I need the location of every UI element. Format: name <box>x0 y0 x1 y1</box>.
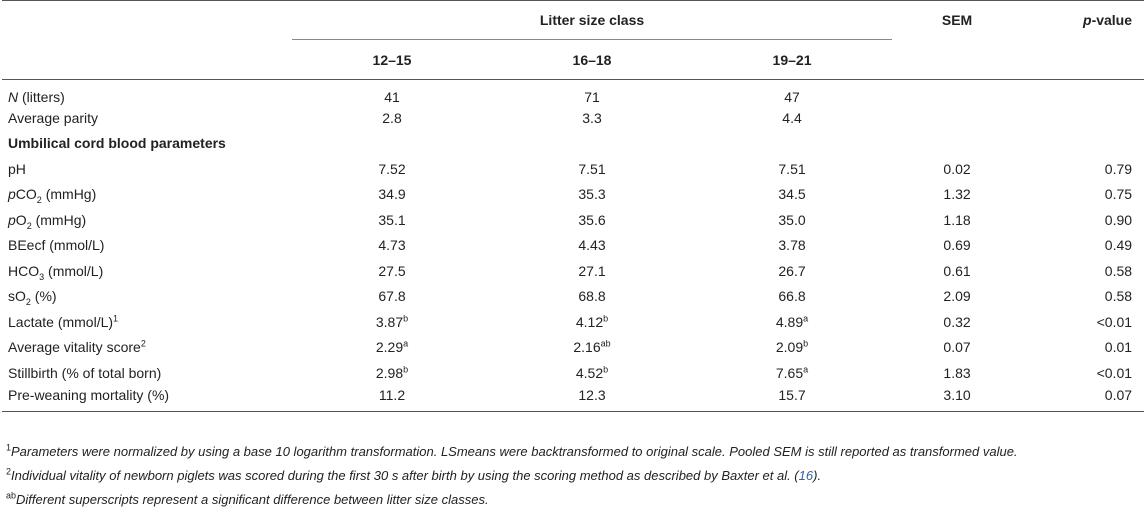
footnote-2: $^2$Individual vitality of newborn piglets was scored during the first 30 s after birth by using the scoring method as described by Baxter et al. (16). <box>6 466 822 483</box>
section-heading: Umbilical cord blood parameters <box>8 135 226 152</box>
header-col-19-21: 19–21 <box>692 40 892 80</box>
table-row-po2 <box>2 207 1144 233</box>
litter-size-table <box>2 0 1144 412</box>
cell-value: 2.09$^b$ <box>775 338 809 356</box>
cell-value: 3.78 <box>778 237 806 254</box>
row-label: Average parity <box>8 109 99 126</box>
cell-value: 3.87$^b$ <box>375 313 409 330</box>
cell-value: 47 <box>784 89 800 105</box>
cell-sem: 3.10 <box>892 386 1022 412</box>
header-row-2 <box>2 40 1144 80</box>
cell-pvalue: 0.49 <box>1104 237 1133 254</box>
cell-sem: 0.61 <box>943 262 971 279</box>
header-empty-4 <box>1022 40 1144 80</box>
header-col-16-18: 16–18 <box>492 40 692 80</box>
cell-value: 7.52 <box>378 160 406 177</box>
cell-sem: 0.07 <box>943 339 971 356</box>
row-label: Lactate (mmol/L)$^1$ <box>8 313 119 330</box>
table-row-ph <box>2 156 1144 182</box>
cell-sem <box>892 105 1022 131</box>
cell-value: 7.51 <box>778 160 806 177</box>
cell-value: 35.3 <box>578 186 606 203</box>
cell-value: 2.98$^b$ <box>375 364 409 381</box>
table-row-beecf <box>2 233 1144 259</box>
cell-value: 67.8 <box>378 288 406 305</box>
header-sem: SEM <box>892 1 1022 40</box>
reference-link[interactable]: 16 <box>798 468 814 483</box>
cell-value: 4.12$^b$ <box>575 313 609 330</box>
row-label: pH <box>8 160 26 177</box>
cell-value: 4.43 <box>578 237 606 254</box>
cell-value: 35.6 <box>578 211 606 228</box>
header-empty-2 <box>2 40 292 80</box>
table-row-stillbirth <box>2 360 1144 386</box>
cell-pvalue: 0.79 <box>1104 160 1133 177</box>
cell-pvalue: <0.01 <box>1096 313 1133 330</box>
header-group-cell <box>292 1 892 40</box>
row-label: Average vitality score$^2$ <box>8 338 146 356</box>
cell-value: 4.4 <box>782 109 802 126</box>
footnote-1: $^1$Parameters were normalized by using a base 10 logarithm transformation. LSmeans were backtransformed to original scale. Pooled SEM is still reported as transformed value. <box>6 442 1018 459</box>
cell-value: 2.16$^{ab}$ <box>573 338 611 356</box>
header-empty-3 <box>892 40 1022 80</box>
cell-sem: 0.32 <box>943 313 971 330</box>
cell-value: 66.8 <box>778 288 806 305</box>
cell-value: 4.89$^a$ <box>775 313 809 330</box>
header-group-label: Litter size class <box>539 12 645 28</box>
header-empty <box>2 1 292 40</box>
cell-value: 41 <box>384 89 400 105</box>
cell-value: 71 <box>584 89 600 105</box>
cell-value: 4.52$^b$ <box>575 364 609 381</box>
cell-sem: 1.18 <box>943 211 971 228</box>
cell-sem: 0.02 <box>943 160 971 177</box>
cell-value: 12.3 <box>492 386 692 412</box>
cell-value: 4.73 <box>378 237 406 254</box>
cell-sem: 1.32 <box>943 186 971 203</box>
cell-value: 68.8 <box>578 288 606 305</box>
cell-value: 3.3 <box>582 109 602 126</box>
cell-pvalue: 0.58 <box>1104 262 1133 279</box>
table-row-n-litters <box>2 80 1144 106</box>
cell-value: 7.65$^a$ <box>775 364 809 381</box>
cell-pvalue: 0.58 <box>1104 288 1133 305</box>
cell-value: 34.5 <box>778 186 806 203</box>
footnote-3: $^{ab}$Different superscripts represent a significant difference between litter size classes. <box>6 490 489 507</box>
cell-pvalue: <0.01 <box>1096 364 1133 381</box>
header-row-1 <box>2 1 1144 40</box>
table-row-vitality <box>2 335 1144 361</box>
cell-value: 2.29$^a$ <box>375 338 409 356</box>
cell-pvalue: 0.75 <box>1104 186 1133 203</box>
cell-value: 26.7 <box>778 262 806 279</box>
header-pvalue: p-value <box>1022 1 1144 40</box>
row-label: pCO$_2$ (mmHg) <box>8 186 97 206</box>
row-label: Stillbirth (% of total born) <box>8 364 162 381</box>
cell-value: 11.2 <box>292 386 492 412</box>
table-row-hco3 <box>2 258 1144 284</box>
row-label: $pO_2$ (mmHg) <box>8 211 87 231</box>
cell-value: 7.51 <box>578 160 606 177</box>
cell-value: 27.5 <box>378 262 406 279</box>
cell-value: 27.1 <box>578 262 606 279</box>
cell-value: 2.8 <box>382 109 402 126</box>
table-footnotes <box>6 440 1142 512</box>
cell-sem <box>892 80 1022 106</box>
cell-pvalue: 0.07 <box>1022 386 1144 412</box>
cell-pvalue <box>1022 80 1144 106</box>
row-label: $sO_2$ (%) <box>8 288 57 308</box>
cell-sem: 0.69 <box>943 237 971 254</box>
table-row-so2 <box>2 284 1144 310</box>
cell-value: 35.0 <box>778 211 806 228</box>
cell-value: 15.7 <box>692 386 892 412</box>
cell-value: 35.1 <box>378 211 406 228</box>
row-label: N (litters) <box>8 89 65 105</box>
cell-pvalue: 0.90 <box>1104 211 1133 228</box>
cell-sem: 2.09 <box>943 288 971 305</box>
row-label: BEecf (mmol/L) <box>8 237 105 254</box>
row-label: $HCO_3$ (mmol/L) <box>8 262 104 282</box>
table-row-preweaning <box>2 386 1144 412</box>
cell-value: 34.9 <box>378 186 406 203</box>
cell-pvalue <box>1022 105 1144 131</box>
table-row-avg-parity <box>2 105 1144 131</box>
table-row-pco2 <box>2 182 1144 208</box>
table-row-lactate <box>2 309 1144 335</box>
header-col-12-15: 12–15 <box>292 40 492 80</box>
row-label: Pre-weaning mortality (%) <box>2 386 292 412</box>
table-row-section-heading <box>2 131 1144 157</box>
cell-pvalue: 0.01 <box>1104 339 1133 356</box>
cell-sem: 1.83 <box>943 364 971 381</box>
